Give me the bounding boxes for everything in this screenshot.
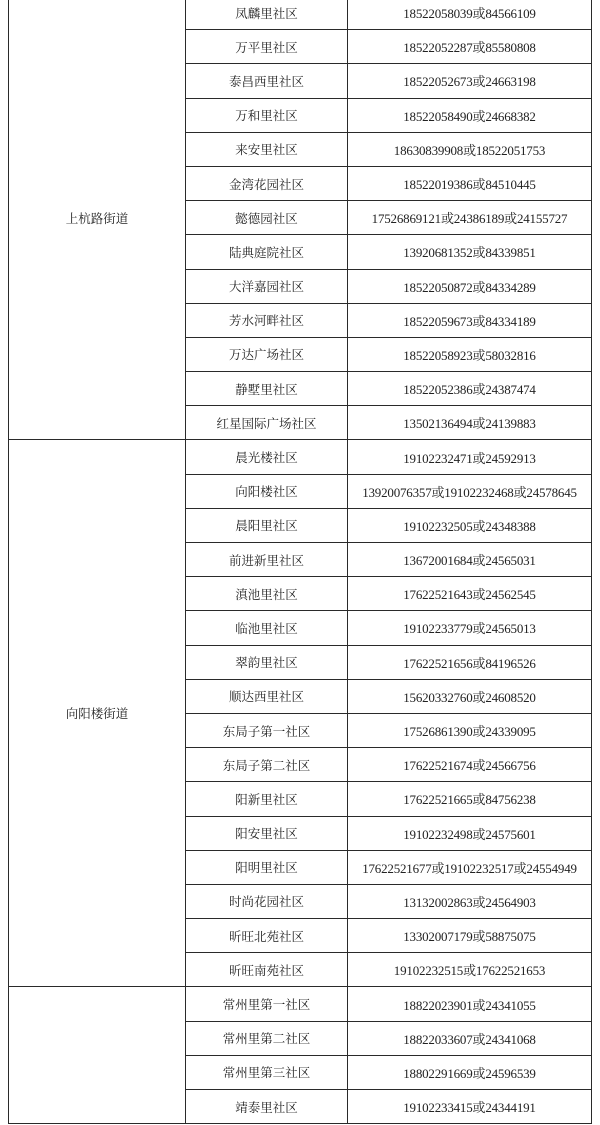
phone-cell: 19102232505或24348388 (348, 508, 592, 542)
community-name-cell: 阳明里社区 (186, 850, 348, 884)
community-name-cell: 昕旺北苑社区 (186, 919, 348, 953)
phone-cell: 18522059673或84334189 (348, 303, 592, 337)
phone-cell: 17622521674或24566756 (348, 748, 592, 782)
community-name-cell: 芳水河畔社区 (186, 303, 348, 337)
phone-cell: 19102233779或24565013 (348, 611, 592, 645)
phone-cell: 15620332760或24608520 (348, 679, 592, 713)
phone-cell: 18522052287或85580808 (348, 30, 592, 64)
phone-cell: 13920076357或19102232468或24578645 (348, 474, 592, 508)
community-name-cell: 时尚花园社区 (186, 884, 348, 918)
table-row (9, 987, 592, 1021)
phone-cell: 18522058490或24668382 (348, 98, 592, 132)
community-name-cell: 泰昌西里社区 (186, 64, 348, 98)
phone-cell: 18522058923或58032816 (348, 337, 592, 371)
community-name-cell: 阳新里社区 (186, 782, 348, 816)
community-name-cell: 向阳楼社区 (186, 474, 348, 508)
community-name-cell: 临池里社区 (186, 611, 348, 645)
phone-cell: 18630839908或18522051753 (348, 132, 592, 166)
community-name-cell: 万达广场社区 (186, 337, 348, 371)
community-name-cell: 阳安里社区 (186, 816, 348, 850)
phone-cell: 19102232498或24575601 (348, 816, 592, 850)
street-cell (9, 987, 186, 1124)
phone-cell: 18522019386或84510445 (348, 166, 592, 200)
community-name-cell: 大洋嘉园社区 (186, 269, 348, 303)
phone-cell: 18802291669或24596539 (348, 1055, 592, 1089)
phone-cell: 17622521665或84756238 (348, 782, 592, 816)
street-cell: 上杭路街道 (9, 0, 186, 440)
community-name-cell: 东局子第一社区 (186, 713, 348, 747)
phone-cell: 13920681352或84339851 (348, 235, 592, 269)
community-name-cell: 晨光楼社区 (186, 440, 348, 474)
phone-cell: 17526869121或24386189或24155727 (348, 201, 592, 235)
community-name-cell: 静墅里社区 (186, 372, 348, 406)
phone-cell: 17622521643或24562545 (348, 577, 592, 611)
phone-cell: 19102232515或17622521653 (348, 953, 592, 987)
community-name-cell: 前进新里社区 (186, 543, 348, 577)
community-name-cell: 晨阳里社区 (186, 508, 348, 542)
community-name-cell: 滇池里社区 (186, 577, 348, 611)
community-name-cell: 万平里社区 (186, 30, 348, 64)
community-name-cell: 常州里第三社区 (186, 1055, 348, 1089)
community-name-cell: 来安里社区 (186, 132, 348, 166)
phone-cell: 13502136494或24139883 (348, 406, 592, 440)
community-name-cell: 红星国际广场社区 (186, 406, 348, 440)
community-name-cell: 万和里社区 (186, 98, 348, 132)
community-contact-table (8, 0, 592, 1124)
community-name-cell: 常州里第二社区 (186, 1021, 348, 1055)
phone-cell: 13132002863或24564903 (348, 884, 592, 918)
phone-cell: 18822033607或24341068 (348, 1021, 592, 1055)
table-body (9, 0, 592, 1124)
phone-cell: 18522050872或84334289 (348, 269, 592, 303)
phone-cell: 18522052673或24663198 (348, 64, 592, 98)
phone-cell: 17526861390或24339095 (348, 713, 592, 747)
community-name-cell: 靖泰里社区 (186, 1090, 348, 1124)
phone-cell: 19102232471或24592913 (348, 440, 592, 474)
table-row (9, 0, 592, 30)
phone-cell: 13302007179或58875075 (348, 919, 592, 953)
street-cell: 向阳楼街道 (9, 440, 186, 987)
community-name-cell: 金湾花园社区 (186, 166, 348, 200)
community-name-cell: 昕旺南苑社区 (186, 953, 348, 987)
community-name-cell: 翠韵里社区 (186, 645, 348, 679)
phone-cell: 19102233415或24344191 (348, 1090, 592, 1124)
phone-cell: 13672001684或24565031 (348, 543, 592, 577)
phone-cell: 18522052386或24387474 (348, 372, 592, 406)
community-name-cell: 懿德园社区 (186, 201, 348, 235)
community-name-cell: 常州里第一社区 (186, 987, 348, 1021)
community-name-cell: 凤麟里社区 (186, 0, 348, 30)
phone-cell: 18822023901或24341055 (348, 987, 592, 1021)
phone-cell: 17622521677或19102232517或24554949 (348, 850, 592, 884)
phone-cell: 17622521656或84196526 (348, 645, 592, 679)
community-name-cell: 顺达西里社区 (186, 679, 348, 713)
phone-cell: 18522058039或84566109 (348, 0, 592, 30)
table-row (9, 440, 592, 474)
community-name-cell: 陆典庭院社区 (186, 235, 348, 269)
community-name-cell: 东局子第二社区 (186, 748, 348, 782)
